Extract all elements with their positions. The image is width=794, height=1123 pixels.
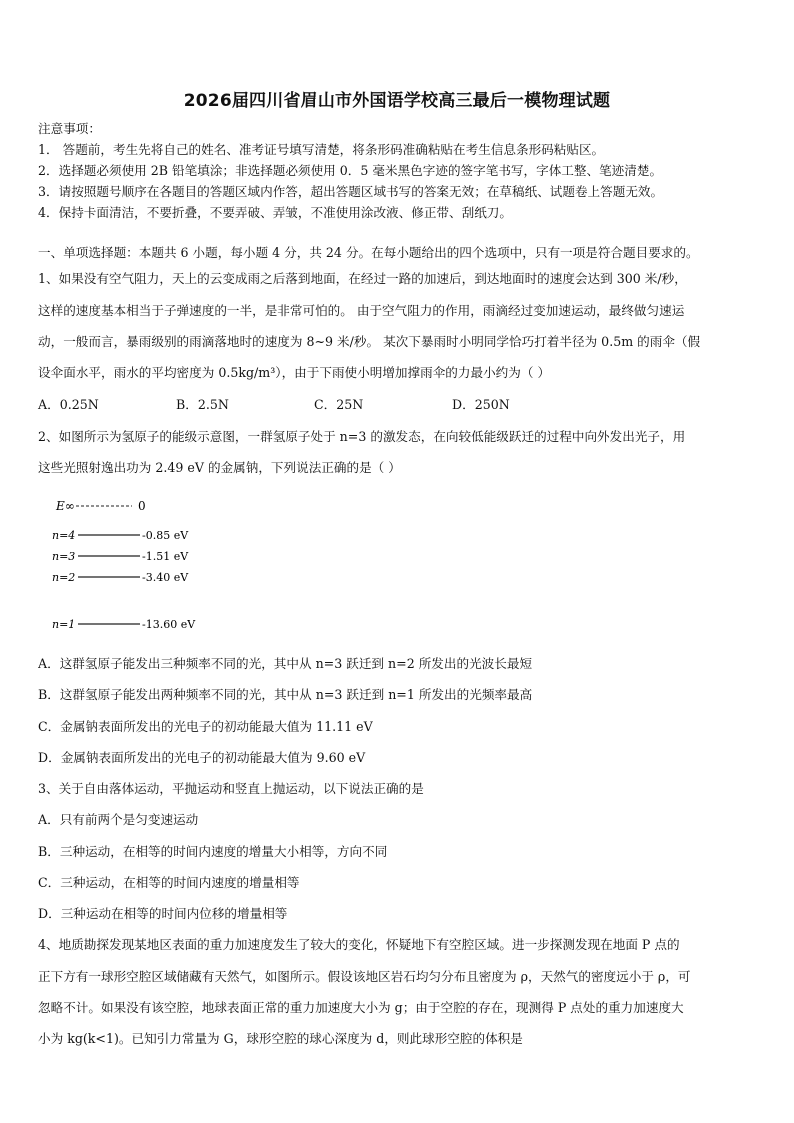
notice-item: 4．保持卡面清洁，不要折叠，不要弄破、弄皱，不准使用涂改液、修正带、刮纸刀。 [38, 205, 512, 220]
q1-line: 设伞面水平，雨水的平均密度为 0.5kg/m³），由于下雨使小明增加撑雨伞的力最小约为（ ） [38, 365, 551, 380]
q3-option-c: C．三种运动，在相等的时间内速度的增量相等 [38, 875, 300, 890]
level-value-n2: -3.40 eV [142, 571, 189, 584]
level-value-n4: -0.85 eV [142, 529, 189, 542]
q2-line: 这些光照射逸出功为 2.49 eV 的金属钠，下列说法正确的是（ ） [38, 460, 401, 475]
q1-line: 这样的速度基本相当于子弹速度的一半，是非常可怕的。 由于空气阻力的作用，雨滴经过变加速运动，最终做匀速运 [38, 303, 685, 318]
q1-option-b: B．2.5N [176, 397, 229, 412]
q3-option-a: A．只有前两个是匀变速运动 [38, 812, 199, 827]
q1-option-a: A．0.25N [38, 397, 99, 412]
q2-option-b: B．这群氢原子能发出两种频率不同的光，其中从 n=3 跃迁到 n=1 所发出的光频率最高 [38, 687, 533, 702]
q2-line: 2、如图所示为氢原子的能级示意图，一群氢原子处于 n=3 的激发态，在向较低能级跃迁的过程中向外发出光子，用 [38, 429, 686, 444]
level-label-n4: n=4 [52, 529, 76, 542]
level-value-n3: -1.51 eV [142, 550, 189, 563]
notice-heading: 注意事项： [38, 121, 101, 136]
q4-line: 小为 kg(k<1)。已知引力常量为 G，球形空腔的球心深度为 d，则此球形空腔的体积是 [38, 1031, 523, 1046]
diagram-top-value: 0 [138, 499, 146, 513]
energy-level-diagram [40, 490, 210, 640]
level-value-n1: -13.60 eV [142, 618, 196, 631]
q3-option-b: B．三种运动，在相等的时间内速度的增量大小相等，方向不同 [38, 844, 388, 859]
q4-line: 正下方有一球形空腔区域储藏有天然气，如图所示。假设该地区岩石均匀分布且密度为 ρ，天然气的密度远小于 ρ，可 [38, 969, 691, 984]
notice-item: 3．请按照题号顺序在各题目的答题区域内作答，超出答题区域书写的答案无效；在草稿纸、试题卷上答题无效。 [38, 184, 664, 199]
level-label-n1: n=1 [52, 618, 76, 631]
notice-item: 1． 答题前，考生先将自己的姓名、准考证号填写清楚，将条形码准确粘贴在考生信息条形码粘贴区。 [38, 142, 605, 157]
page-title: 2026届四川省眉山市外国语学校高三最后一模物理试题 [183, 91, 611, 111]
q1-option-d: D．250N [452, 397, 510, 412]
notice-item: 2．选择题必须使用 2B 铅笔填涂；非选择题必须使用 0．5 毫米黑色字迹的签字笔书写，字体工整、笔迹清楚。 [38, 163, 663, 178]
q2-option-d: D．金属钠表面所发出的光电子的初动能最大值为 9.60 eV [38, 750, 366, 765]
q1-line: 1、如果没有空气阻力，天上的云变成雨之后落到地面，在经过一路的加速后，到达地面时的速度会达到 300 米/秒， [38, 271, 687, 286]
q1-option-c: C．25N [314, 397, 364, 412]
level-label-n3: n=3 [52, 550, 76, 563]
section-heading: 一、单项选择题：本题共 6 小题，每小题 4 分，共 24 分。在每小题给出的四个选项中，只有一项是符合题目要求的。 [38, 245, 699, 260]
q2-option-a: A．这群氢原子能发出三种频率不同的光，其中从 n=3 跃迁到 n=2 所发出的光波长最短 [38, 656, 533, 671]
q1-line: 动，一般而言，暴雨级别的雨滴落地时的速度为 8~9 米/秒。 某次下暴雨时小明同学恰巧打着半径为 0.5m 的雨伞（假 [38, 334, 701, 349]
q2-option-c: C．金属钠表面所发出的光电子的初动能最大值为 11.11 eV [38, 719, 373, 734]
q4-line: 忽略不计。如果没有该空腔，地球表面正常的重力加速度大小为 g；由于空腔的存在，现测得 P 点处的重力加速度大 [38, 1000, 684, 1015]
q3-option-d: D．三种运动在相等的时间内位移的增量相等 [38, 906, 288, 921]
diagram-axis-label: E∞ [56, 499, 75, 513]
q3-stem: 3、关于自由落体运动，平抛运动和竖直上抛运动，以下说法正确的是 [38, 781, 424, 796]
level-label-n2: n=2 [52, 571, 76, 584]
q4-line: 4、地质勘探发现某地区表面的重力加速度发生了较大的变化，怀疑地下有空腔区域。进一步探测发现在地面 P 点的 [38, 937, 680, 952]
